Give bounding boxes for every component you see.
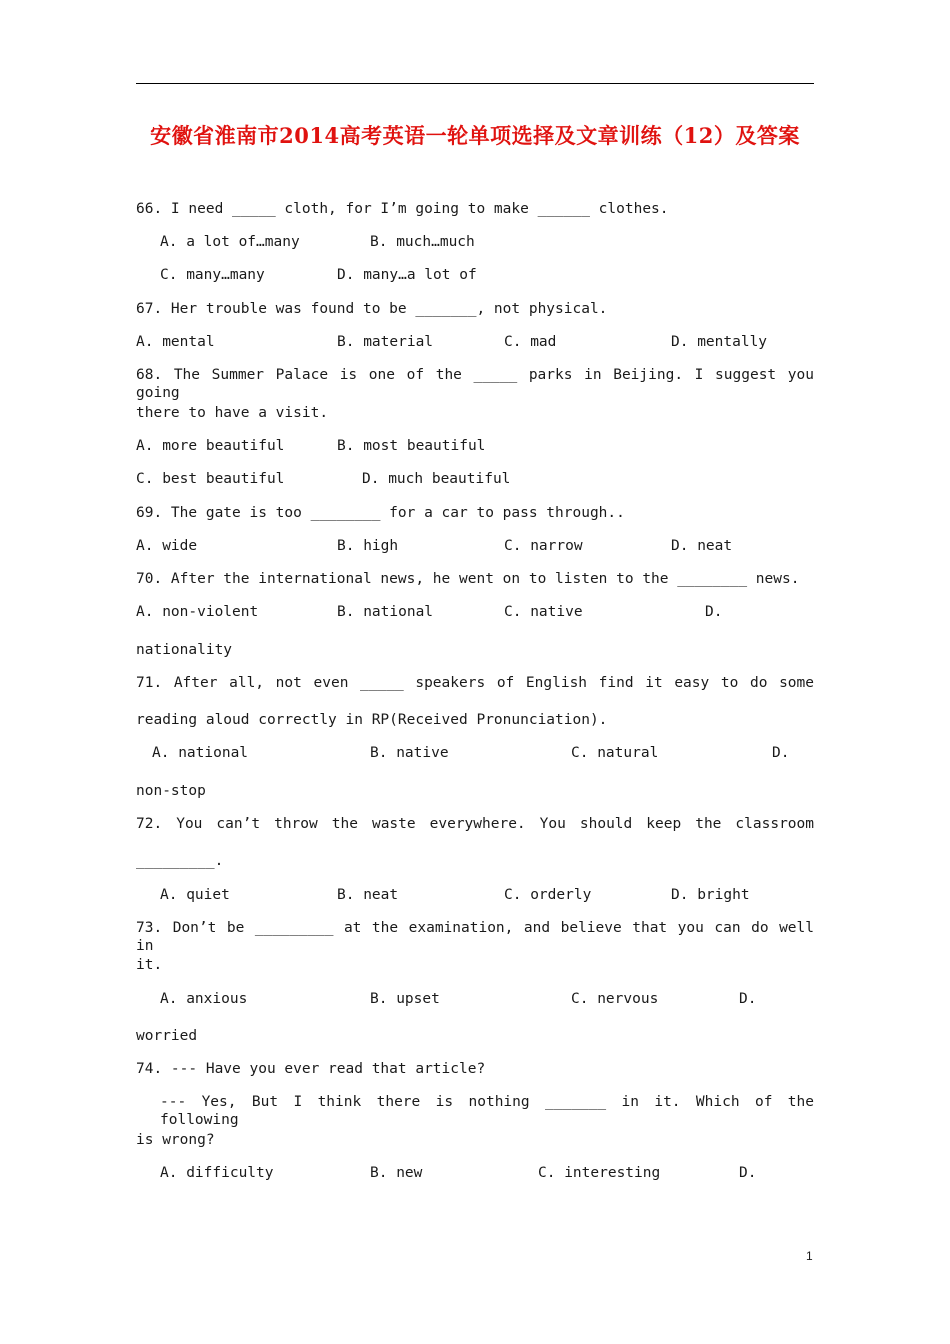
question-67-option-c: C. mad: [504, 334, 557, 350]
question-68-option-d: D. much beautiful: [362, 471, 511, 487]
question-71-option-d-text: non-stop: [136, 783, 206, 799]
question-67-stem: 67. Her trouble was found to be _______, not physical.: [136, 301, 608, 317]
question-69-option-b: B. high: [337, 538, 399, 554]
question-74-stem-line3: is wrong?: [136, 1132, 215, 1148]
question-73-option-c: C. nervous: [571, 991, 659, 1007]
question-70-stem: 70. After the international news, he went on to listen to the ________ news.: [136, 571, 800, 587]
question-74-option-d-label: D.: [739, 1165, 757, 1181]
question-70-option-d-label: D.: [705, 604, 723, 620]
question-72-stem-line2: _________.: [136, 853, 224, 869]
question-73-option-d-text: worried: [136, 1028, 198, 1044]
question-73-option-a: A. anxious: [160, 991, 248, 1007]
question-68-option-b: B. most beautiful: [337, 438, 486, 454]
question-67-option-a: A. mental: [136, 334, 215, 350]
question-70-option-c: C. native: [504, 604, 583, 620]
question-71-option-a: A. national: [152, 745, 249, 761]
question-70-option-b: B. national: [337, 604, 434, 620]
question-72-stem-line1: 72. You can’t throw the waste everywhere. You should keep the classroom: [136, 816, 814, 832]
question-73-stem-line1: 73. Don’t be _________ at the examination, and believe that you can do well in: [136, 920, 814, 954]
question-66-option-c: C. many…many: [160, 267, 265, 283]
question-69-option-c: C. narrow: [504, 538, 583, 554]
question-69-option-d: D. neat: [671, 538, 733, 554]
question-74-stem-line1: 74. --- Have you ever read that article?: [136, 1061, 486, 1077]
question-73-stem-line2: it.: [136, 957, 163, 973]
question-72-option-c: C. orderly: [504, 887, 592, 903]
question-69-option-a: A. wide: [136, 538, 198, 554]
question-72-option-b: B. neat: [337, 887, 399, 903]
question-66-stem: 66. I need _____ cloth, for I’m going to make ______ clothes.: [136, 201, 669, 217]
question-73-option-d-label: D.: [739, 991, 757, 1007]
question-67-option-b: B. material: [337, 334, 434, 350]
question-68-option-a: A. more beautiful: [136, 438, 285, 454]
question-73-option-b: B. upset: [370, 991, 440, 1007]
question-72-option-a: A. quiet: [160, 887, 230, 903]
page-number: 1: [806, 1249, 813, 1263]
question-74-stem-line2: --- Yes, But I think there is nothing _______ in it. Which of the following: [160, 1094, 814, 1128]
question-68-option-c: C. best beautiful: [136, 471, 285, 487]
question-69-stem: 69. The gate is too ________ for a car to pass through..: [136, 505, 625, 521]
question-74-option-b: B. new: [370, 1165, 423, 1181]
question-71-option-d-label: D.: [772, 745, 790, 761]
question-70-option-a: A. non-violent: [136, 604, 259, 620]
question-68-stem-line2: there to have a visit.: [136, 405, 329, 421]
document-title: 安徽省淮南市2014高考英语一轮单项选择及文章训练（12）及答案: [150, 123, 800, 148]
question-66-option-b: B. much…much: [370, 234, 475, 250]
question-70-option-d-text: nationality: [136, 642, 233, 658]
question-71-stem-line1: 71. After all, not even _____ speakers of English find it easy to do some: [136, 675, 814, 691]
question-74-option-a: A. difficulty: [160, 1165, 274, 1181]
question-68-stem-line1: 68. The Summer Palace is one of the _____ parks in Beijing. I suggest you going: [136, 367, 814, 401]
question-72-option-d: D. bright: [671, 887, 750, 903]
question-71-option-b: B. native: [370, 745, 449, 761]
question-71-option-c: C. natural: [571, 745, 659, 761]
header-rule: [136, 83, 814, 84]
question-66-option-d: D. many…a lot of: [337, 267, 477, 283]
question-71-stem-line2: reading aloud correctly in RP(Received Pronunciation).: [136, 712, 608, 728]
question-66-option-a: A. a lot of…many: [160, 234, 300, 250]
question-74-option-c: C. interesting: [538, 1165, 661, 1181]
question-67-option-d: D. mentally: [671, 334, 768, 350]
